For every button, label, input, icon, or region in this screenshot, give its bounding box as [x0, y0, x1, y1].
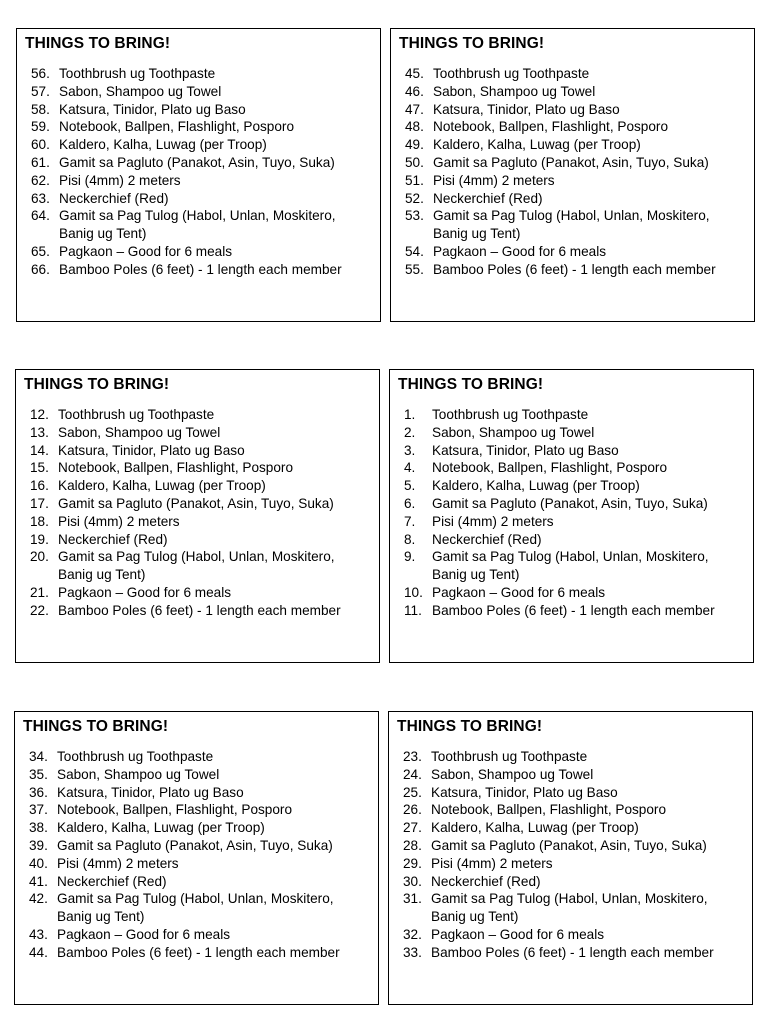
- item-number: 51.: [405, 172, 424, 188]
- item-number: 54.: [405, 243, 424, 259]
- item-text: Toothbrush ug Toothpaste: [433, 66, 590, 81]
- list-item: [24, 513, 369, 531]
- item-text: Kaldero, Kalha, Luwag (per Troop): [432, 478, 640, 494]
- item-number: 18.: [30, 513, 49, 529]
- item-number: 50.: [405, 154, 424, 170]
- list-item: [399, 154, 744, 172]
- item-text: Gamit sa Pagluto (Panakot, Asin, Tuyo, Suka): [58, 495, 334, 511]
- item-number: 9.: [404, 549, 416, 565]
- item-number: 10.: [404, 584, 423, 600]
- item-text: Pisi (4mm) 2 meters: [432, 513, 554, 529]
- item-text: Katsura, Tinidor, Plato ug Baso: [431, 784, 618, 800]
- list-item: [399, 136, 744, 154]
- item-text: Bamboo Poles (6 feet) - 1 length each member: [433, 261, 716, 277]
- item-number: 44.: [29, 944, 48, 960]
- checklist-card: [15, 369, 380, 663]
- list-item: [399, 83, 744, 101]
- checklist-card: [14, 711, 379, 1005]
- checklist: [397, 748, 742, 962]
- item-number: 6.: [404, 495, 416, 511]
- item-number: 25.: [403, 784, 422, 800]
- list-item: [399, 207, 744, 243]
- item-text: Toothbrush ug Toothpaste: [58, 407, 215, 422]
- list-item: [23, 801, 368, 819]
- item-text: Toothbrush ug Toothpaste: [59, 66, 216, 81]
- list-item: [25, 172, 370, 190]
- item-text: Notebook, Ballpen, Flashlight, Posporo: [57, 802, 293, 818]
- item-number: 65.: [31, 243, 50, 259]
- item-text: Pisi (4mm) 2 meters: [433, 172, 555, 188]
- item-number: 13.: [30, 424, 49, 440]
- item-text: Notebook, Ballpen, Flashlight, Posporo: [58, 460, 294, 476]
- list-item: [24, 531, 369, 549]
- item-text: Bamboo Poles (6 feet) - 1 length each member: [57, 944, 340, 960]
- item-number: 61.: [31, 154, 50, 170]
- list-item: [397, 890, 742, 926]
- list-item: [25, 154, 370, 172]
- list-item: [24, 584, 369, 602]
- item-number: 32.: [403, 926, 422, 942]
- list-item: [398, 548, 743, 584]
- list-item: [25, 65, 370, 83]
- item-text: Gamit sa Pagluto (Panakot, Asin, Tuyo, Suka): [431, 837, 707, 853]
- checklist-card: [389, 369, 754, 663]
- list-item: [397, 873, 742, 891]
- item-text: Pisi (4mm) 2 meters: [431, 855, 553, 871]
- item-number: 22.: [30, 602, 49, 618]
- item-text: Pagkaon – Good for 6 meals: [58, 584, 232, 600]
- checklist: [398, 406, 743, 620]
- item-text: Bamboo Poles (6 feet) - 1 length each member: [431, 944, 714, 960]
- list-item: [399, 190, 744, 208]
- list-item: [399, 243, 744, 261]
- item-number: 15.: [30, 460, 49, 476]
- list-item: [23, 855, 368, 873]
- item-number: 3.: [404, 442, 416, 458]
- checklist-card: [388, 711, 753, 1005]
- item-text: Gamit sa Pag Tulog (Habol, Unlan, Moskitero, Banig ug Tent): [59, 208, 340, 242]
- item-number: 27.: [403, 820, 422, 836]
- list-item: [25, 83, 370, 101]
- item-text: Toothbrush ug Toothpaste: [432, 407, 589, 422]
- list-item: [24, 495, 369, 513]
- item-number: 31.: [403, 891, 422, 907]
- list-item: [25, 118, 370, 136]
- item-number: 58.: [31, 101, 50, 117]
- item-text: Bamboo Poles (6 feet) - 1 length each member: [432, 602, 715, 618]
- item-number: 29.: [403, 855, 422, 871]
- checklist: [24, 406, 369, 620]
- item-text: Sabon, Shampoo ug Towel: [433, 83, 596, 99]
- item-text: Neckerchief (Red): [59, 190, 169, 206]
- item-text: Neckerchief (Red): [57, 873, 167, 889]
- list-item: [23, 873, 368, 891]
- item-text: Toothbrush ug Toothpaste: [431, 749, 588, 764]
- item-number: 4.: [404, 460, 416, 476]
- list-item: [397, 766, 742, 784]
- list-item: [25, 207, 370, 243]
- list-item: [25, 101, 370, 119]
- item-text: Bamboo Poles (6 feet) - 1 length each member: [58, 602, 341, 618]
- item-number: 1.: [404, 407, 416, 422]
- list-item: [24, 442, 369, 460]
- item-number: 63.: [31, 190, 50, 206]
- item-number: 24.: [403, 766, 422, 782]
- item-number: 11.: [404, 602, 422, 618]
- item-text: Gamit sa Pagluto (Panakot, Asin, Tuyo, Suka): [433, 154, 709, 170]
- item-number: 7.: [404, 513, 416, 529]
- checklist: [399, 65, 744, 279]
- item-text: Pagkaon – Good for 6 meals: [59, 243, 233, 259]
- list-item: [397, 819, 742, 837]
- item-text: Katsura, Tinidor, Plato ug Baso: [57, 784, 244, 800]
- item-number: 39.: [29, 837, 48, 853]
- item-text: Pisi (4mm) 2 meters: [57, 855, 179, 871]
- card-title: THINGS TO BRING!: [25, 35, 171, 52]
- item-text: Bamboo Poles (6 feet) - 1 length each member: [59, 261, 342, 277]
- item-number: 28.: [403, 837, 422, 853]
- item-text: Kaldero, Kalha, Luwag (per Troop): [433, 137, 641, 153]
- item-number: 62.: [31, 172, 50, 188]
- item-text: Kaldero, Kalha, Luwag (per Troop): [59, 137, 267, 153]
- item-number: 37.: [29, 802, 48, 818]
- item-number: 42.: [29, 891, 48, 907]
- list-item: [398, 442, 743, 460]
- list-item: [23, 819, 368, 837]
- item-text: Gamit sa Pag Tulog (Habol, Unlan, Moskitero, Banig ug Tent): [433, 208, 714, 242]
- item-text: Toothbrush ug Toothpaste: [57, 749, 214, 764]
- item-number: 43.: [29, 926, 48, 942]
- item-number: 26.: [403, 802, 422, 818]
- list-item: [397, 855, 742, 873]
- list-item: [398, 495, 743, 513]
- item-text: Gamit sa Pagluto (Panakot, Asin, Tuyo, Suka): [432, 495, 708, 511]
- item-text: Pagkaon – Good for 6 meals: [57, 926, 231, 942]
- item-number: 53.: [405, 208, 424, 224]
- list-item: [398, 477, 743, 495]
- item-number: 5.: [404, 478, 416, 494]
- item-number: 49.: [405, 137, 424, 153]
- list-item: [398, 531, 743, 549]
- item-text: Gamit sa Pagluto (Panakot, Asin, Tuyo, Suka): [57, 837, 333, 853]
- list-item: [397, 944, 742, 962]
- item-text: Sabon, Shampoo ug Towel: [57, 766, 220, 782]
- item-number: 23.: [403, 749, 422, 764]
- list-item: [23, 890, 368, 926]
- item-text: Notebook, Ballpen, Flashlight, Posporo: [433, 119, 669, 135]
- item-number: 34.: [29, 749, 48, 764]
- item-text: Gamit sa Pag Tulog (Habol, Unlan, Moskitero, Banig ug Tent): [432, 549, 713, 583]
- item-text: Katsura, Tinidor, Plato ug Baso: [432, 442, 619, 458]
- list-item: [24, 548, 369, 584]
- list-item: [24, 602, 369, 620]
- checklist-card: [390, 28, 755, 322]
- list-item: [399, 172, 744, 190]
- list-item: [398, 424, 743, 442]
- list-item: [397, 748, 742, 766]
- list-item: [23, 926, 368, 944]
- list-item: [398, 602, 743, 620]
- item-number: 66.: [31, 261, 50, 277]
- card-title: THINGS TO BRING!: [23, 718, 169, 735]
- list-item: [397, 784, 742, 802]
- item-text: Pisi (4mm) 2 meters: [58, 513, 180, 529]
- item-text: Katsura, Tinidor, Plato ug Baso: [59, 101, 246, 117]
- item-text: Kaldero, Kalha, Luwag (per Troop): [58, 478, 266, 494]
- list-item: [24, 477, 369, 495]
- item-number: 59.: [31, 119, 50, 135]
- item-number: 60.: [31, 137, 50, 153]
- item-text: Pagkaon – Good for 6 meals: [433, 243, 607, 259]
- list-item: [23, 784, 368, 802]
- item-text: Notebook, Ballpen, Flashlight, Posporo: [431, 802, 667, 818]
- checklist-card: [16, 28, 381, 322]
- item-text: Pagkaon – Good for 6 meals: [432, 584, 606, 600]
- item-number: 52.: [405, 190, 424, 206]
- list-item: [23, 837, 368, 855]
- item-number: 55.: [405, 261, 424, 277]
- list-item: [24, 406, 369, 424]
- checklist: [25, 65, 370, 279]
- item-number: 12.: [30, 407, 49, 422]
- list-item: [398, 584, 743, 602]
- item-text: Sabon, Shampoo ug Towel: [58, 424, 221, 440]
- card-title: THINGS TO BRING!: [398, 376, 544, 393]
- item-text: Neckerchief (Red): [432, 531, 542, 547]
- item-number: 2.: [404, 424, 416, 440]
- list-item: [397, 801, 742, 819]
- item-number: 64.: [31, 208, 50, 224]
- item-number: 14.: [30, 442, 49, 458]
- item-number: 41.: [29, 873, 48, 889]
- list-item: [23, 944, 368, 962]
- item-text: Gamit sa Pag Tulog (Habol, Unlan, Moskitero, Banig ug Tent): [431, 891, 712, 925]
- item-number: 8.: [404, 531, 416, 547]
- item-text: Notebook, Ballpen, Flashlight, Posporo: [59, 119, 295, 135]
- item-number: 57.: [31, 83, 50, 99]
- item-number: 45.: [405, 66, 424, 81]
- item-text: Pisi (4mm) 2 meters: [59, 172, 181, 188]
- item-number: 35.: [29, 766, 48, 782]
- item-number: 17.: [30, 495, 49, 511]
- item-text: Kaldero, Kalha, Luwag (per Troop): [57, 820, 265, 836]
- item-number: 16.: [30, 478, 49, 494]
- list-item: [24, 424, 369, 442]
- list-item: [399, 65, 744, 83]
- item-text: Pagkaon – Good for 6 meals: [431, 926, 605, 942]
- list-item: [25, 261, 370, 279]
- item-text: Neckerchief (Red): [431, 873, 541, 889]
- item-number: 19.: [30, 531, 49, 547]
- item-text: Gamit sa Pag Tulog (Habol, Unlan, Moskitero, Banig ug Tent): [58, 549, 339, 583]
- item-number: 30.: [403, 873, 422, 889]
- item-text: Kaldero, Kalha, Luwag (per Troop): [431, 820, 639, 836]
- list-item: [25, 136, 370, 154]
- item-text: Gamit sa Pag Tulog (Habol, Unlan, Moskitero, Banig ug Tent): [57, 891, 338, 925]
- item-text: Gamit sa Pagluto (Panakot, Asin, Tuyo, Suka): [59, 154, 335, 170]
- list-item: [398, 513, 743, 531]
- list-item: [25, 190, 370, 208]
- item-number: 21.: [30, 584, 49, 600]
- list-item: [398, 406, 743, 424]
- checklist: [23, 748, 368, 962]
- item-text: Notebook, Ballpen, Flashlight, Posporo: [432, 460, 668, 476]
- item-text: Sabon, Shampoo ug Towel: [432, 424, 595, 440]
- item-number: 38.: [29, 820, 48, 836]
- item-text: Katsura, Tinidor, Plato ug Baso: [433, 101, 620, 117]
- item-text: Sabon, Shampoo ug Towel: [59, 83, 222, 99]
- item-number: 56.: [31, 66, 50, 81]
- item-number: 33.: [403, 944, 422, 960]
- item-text: Katsura, Tinidor, Plato ug Baso: [58, 442, 245, 458]
- list-item: [399, 118, 744, 136]
- item-number: 36.: [29, 784, 48, 800]
- list-item: [399, 101, 744, 119]
- list-item: [397, 926, 742, 944]
- item-text: Neckerchief (Red): [433, 190, 543, 206]
- item-number: 46.: [405, 83, 424, 99]
- list-item: [397, 837, 742, 855]
- item-number: 40.: [29, 855, 48, 871]
- item-number: 20.: [30, 549, 49, 565]
- list-item: [24, 459, 369, 477]
- list-item: [23, 766, 368, 784]
- card-title: THINGS TO BRING!: [24, 376, 170, 393]
- list-item: [25, 243, 370, 261]
- list-item: [399, 261, 744, 279]
- list-item: [398, 459, 743, 477]
- card-title: THINGS TO BRING!: [397, 718, 543, 735]
- item-text: Neckerchief (Red): [58, 531, 168, 547]
- item-text: Sabon, Shampoo ug Towel: [431, 766, 594, 782]
- card-title: THINGS TO BRING!: [399, 35, 545, 52]
- item-number: 47.: [405, 101, 424, 117]
- item-number: 48.: [405, 119, 424, 135]
- list-item: [23, 748, 368, 766]
